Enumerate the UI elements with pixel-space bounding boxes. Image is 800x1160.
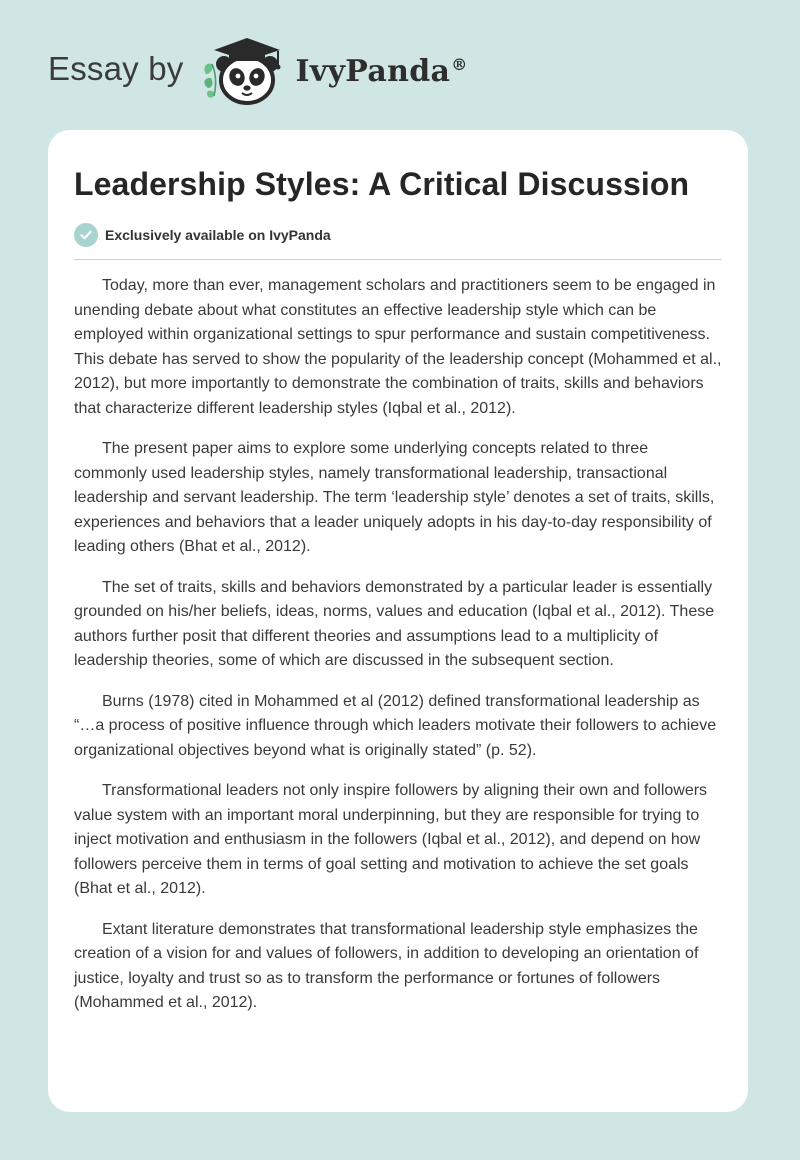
paragraph: Burns (1978) cited in Mohammed et al (2012) defined transformational leadership as “…a process of positive influence through which leaders motivate their followers to achieve organizational objectives beyond what is originally stated” (p. 52). (74, 692, 717, 759)
brand-name[interactable] (296, 54, 468, 89)
exclusive-badge (74, 222, 722, 248)
check-circle-icon (74, 223, 98, 247)
paragraph: The set of traits, skills and behaviors demonstrated by a particular leader is essentially grounded on his/her beliefs, ideas, norms, values and education (Iqbal et al., 2012). These authors further posit that different theories and assumptions lead to a multiplicity of leadership theories, some of which are discussed in the subsequent section. (74, 578, 715, 669)
paragraph: Today, more than ever, management scholars and practitioners seem to be engaged in unending debate about what constitutes an effective leadership style which can be employed within organizational settings to spur performance and sustain competitiveness. This debate has served to show the popularity of the leadership concept (Mohammed et al., 2012), but more importantly to demonstrate the combination of traits, skills and behaviors that characterize different leadership styles (Iqbal et al., 2012). (74, 277, 722, 417)
paragraph: Transformational leaders not only inspire followers by aligning their own and followers value system with an important moral underpinning, but they are responsible for trying to inject motivation and enthusiasm in the followers (Iqbal et al., 2012), and depend on how followers perceive them in terms of goal setting and motivation to achieve the set goals (Bhat et al., 2012). (74, 782, 708, 897)
essay-by-label: Essay by (48, 50, 184, 87)
divider (74, 259, 722, 260)
panda-logo-icon[interactable] (200, 30, 290, 110)
page-title: Leadership Styles: A Critical Discussion (74, 166, 690, 202)
registered-mark: ® (451, 54, 468, 74)
essay-body (74, 274, 722, 1016)
essay-card (48, 130, 748, 1112)
exclusive-label: Exclusively available on IvyPanda (105, 227, 331, 243)
paragraph: Extant literature demonstrates that transformational leadership style emphasizes the creation of a vision for and values of followers, in addition to developing an orientation of justice, loyalty and trust so as to transform the performance or fortunes of followers (Mohammed et al., 2012). (74, 920, 699, 1011)
site-header (48, 30, 468, 110)
brand-name-text: IvyPanda (295, 53, 451, 89)
paragraph: The present paper aims to explore some underlying concepts related to three commonly used leadership styles, namely transformational leadership, transactional leadership and servant leadership. The term ‘leadership style’ denotes a set of traits, skills, experiences and behaviors that a leader uniquely adopts in his day-to-day responsibility of leading others (Bhat et al., 2012). (74, 440, 715, 555)
